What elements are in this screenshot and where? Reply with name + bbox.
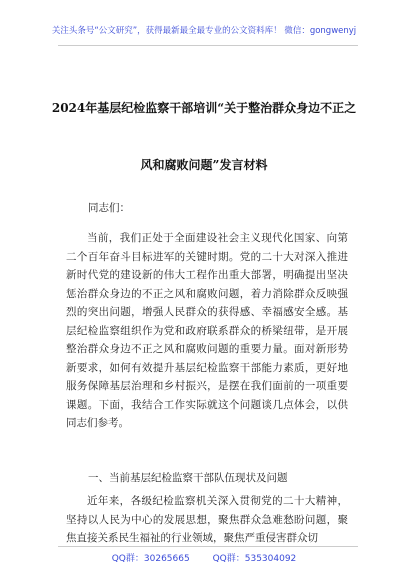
paragraph-section1 xyxy=(66,492,348,548)
document-title-line2: 风和腐败问题”发言材料 xyxy=(140,158,268,172)
salutation: 同志们： xyxy=(88,202,130,214)
document-title-line1: 2024年基层纪检监察干部培训“关于整治群众身边不正之 xyxy=(51,101,357,115)
header-divider xyxy=(58,45,358,46)
footer-qq-group-2: QQ群：535304092 xyxy=(212,554,297,564)
paragraph-intro xyxy=(66,229,348,433)
footer-divider xyxy=(58,546,358,547)
paragraph-intro-text: 当前，我们正处于全面建设社会主义现代化国家、向第二个百年奋斗目标进军的关键时期。党的二十大对深入推进新时代党的建设新的伟大工程作出重大部署，明确提出坚决惩治群众身边的不正之风和腐败问题，着力消除群众反映强烈的突出问题，增强人民群众的获得感、幸福感安全感。基层纪检监察组织作为党和政府联系群众的桥梁纽带，是开展整治群众身边不正之风和腐败问题的重要力量。面对新形势新要求，如何有效提升基层纪检监察干部能力素质，更好地服务保障基层治理和乡村振兴，是摆在我们面前的一项重要课题。下面，我结合工作实际就这个问题谈几点体会，以供同志们参考。 xyxy=(66,232,348,429)
header-notice: 关注头条号“公文研究”，获得最新最全最专业的公文资料库！ 微信：gongwenyj xyxy=(51,26,357,36)
section-heading: 一、当前基层纪检监察干部队伍现状及问题 xyxy=(88,472,288,484)
paragraph-section1-text: 近年来，各级纪检监察机关深入贯彻党的二十大精神，坚持以人民为中心的发展思想，聚焦群众急难愁盼问题，聚焦直接关系民生福祉的行业领域，聚焦严重侵害群众切 xyxy=(66,495,348,544)
footer xyxy=(0,551,408,564)
footer-qq-group-1: QQ群：30265665 xyxy=(111,554,190,564)
